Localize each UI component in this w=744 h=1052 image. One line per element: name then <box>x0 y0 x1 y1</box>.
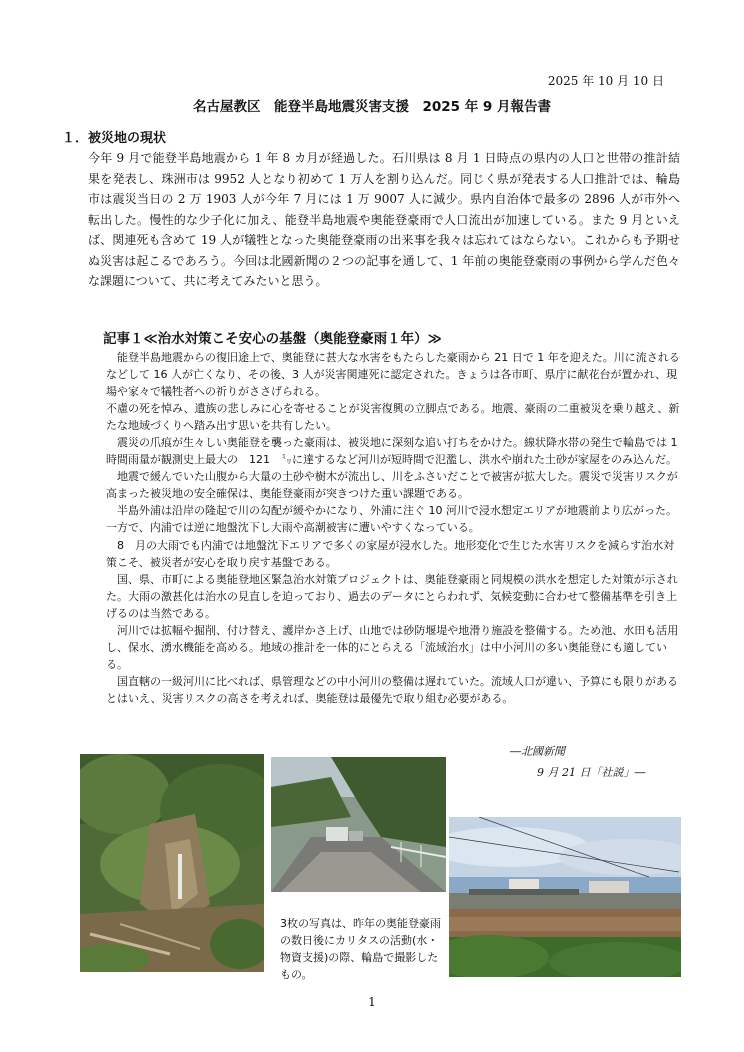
photo-landslide <box>80 754 264 972</box>
article1-paragraph: 能登半島地震からの復旧途上で、奥能登に甚大な水害をもたらした豪雨から 21 日で 1 年を迎えた。川に流されるなどして 16 人が亡くなり、その後、3 人が災害関連死に認定された。きょうは各市町、県庁に献花台が置かれ、現場や家々で犠牲者への祈りがささげられる。 <box>106 351 680 399</box>
photo-flooded-road <box>271 757 446 892</box>
article1-source-date: 9 月 21 日「社説」― <box>537 766 646 779</box>
article1-paragraph: 河川では拡幅や掘削、付け替え、護岸かさ上げ、山地では砂防堰堤や地滑り施設を整備する。ため池、水田も活用し、保水、湧水機能を高める。地域の推計を一体的にとらえる「流域治水」は中小河川の多い奥能登にも適している。 <box>106 623 679 671</box>
article1-paragraph: 震災の爪痕が生々しい奥能登を襲った豪雨は、被災地に深刻な追い打ちをかけた。線状降水帯の発生で輪島では 1 時間雨量が観測史上最大の 121 ㍉に達するなど河川が短時間で氾濫し、洪水や崩れた土砂が家屋をのみ込んだ。 <box>106 436 678 467</box>
article1-paragraph: 国、県、市町による奥能登地区緊急治水対策プロジェクトは、奥能登豪雨と同規模の洪水を想定した対策が示された。大雨の激甚化は治水の見直しを迫っており、過去のデータにとらわれず、気候変動に合わせて整備基準を引き上げるのは当然である。 <box>106 572 678 620</box>
article1-body <box>106 349 684 707</box>
section1-paragraph: 今年 9 月で能登半島地震から 1 年 8 カ月が経過した。石川県は 8 月 1 日時点の県内の人口と世帯の推計結果を発表し、珠洲市は 9952 人となり初めて 1 万人を割り込んだ。同じく県が発表する人口推計では、輪島市は震災当日の 2 万 1903 人が今年 7 月には 1 万 9007 人に減少。県内自治体で最多の 2896 人が市外へ転出した。慢性的な少子化に加え、能登半島地震や奥能登豪雨で人口流出が加速している。また 9 月といえば、関連死も含めて 19 人が犠牲となった奥能登豪雨の出来事を我々は忘れてはならない。これからも予期せぬ災害は起こるであろう。今回は北國新聞の２つの記事を通して、1 年前の奥能登豪雨の事例から学んだ色々な課題について、共に考えてみたいと思う。 <box>88 151 680 288</box>
section1-heading: １．被災地の現状 <box>62 131 167 146</box>
article1-paragraph: 国直轄の一級河川に比べれば、県管理などの中小河川の整備は遅れていた。流域人口が違い、予算にも限りがあるとはいえ、災害リスクの高さを考えれば、奥能登は最優先で取り組む必要がある。 <box>106 674 678 705</box>
article1-paragraph: 地震で緩んでいた山腹から大量の土砂や樹木が流出し、川をふさいだことで被害が拡大した。震災で災害リスクが高まった被災地の安全確保は、奥能登豪雨が突きつけた重い課題である。 <box>106 470 678 501</box>
report-date: 2025 年 10 月 10 日 <box>547 74 664 88</box>
article1-source: ―北國新聞 <box>510 745 565 758</box>
page-number: 1 <box>368 995 376 1009</box>
article1-paragraph: 不慮の死を悼み、遺族の悲しみに心を寄せることが災害復興の立脚点である。地震、豪雨の二重被災を乗り越え、新たな地域づくりへ踏み出す思いを共有したい。 <box>106 402 680 433</box>
article1-title: 記事１≪治水対策こそ安心の基盤（奥能登豪雨１年）≫ <box>103 331 442 347</box>
photo-river-bridge <box>449 817 681 977</box>
article1-paragraph: 8 月の大雨でも内浦では地盤沈下エリアで多くの家屋が浸水した。地形変化で生じた水害リスクを減らす治水対策こそ、被災者が安心を取り戻す基盤である。 <box>106 538 675 569</box>
photo-caption: 3枚の写真は、昨年の奥能登豪雨の数日後にカリタスの活動(水・物資支援)の際、輪島で撮影したもの。 <box>280 917 441 981</box>
article1-paragraph: 半島外浦は沿岸の隆起で川の勾配が緩やかになり、外浦に注ぐ 10 河川で浸水想定エリアが地震前より広がった。一方で、内浦では逆に地盤沈下し大雨や高潮被害に遭いやすくなっている。 <box>106 504 677 535</box>
report-title: 名古屋教区 能登半島地震災害支援 2025 年 9 月報告書 <box>192 99 552 115</box>
